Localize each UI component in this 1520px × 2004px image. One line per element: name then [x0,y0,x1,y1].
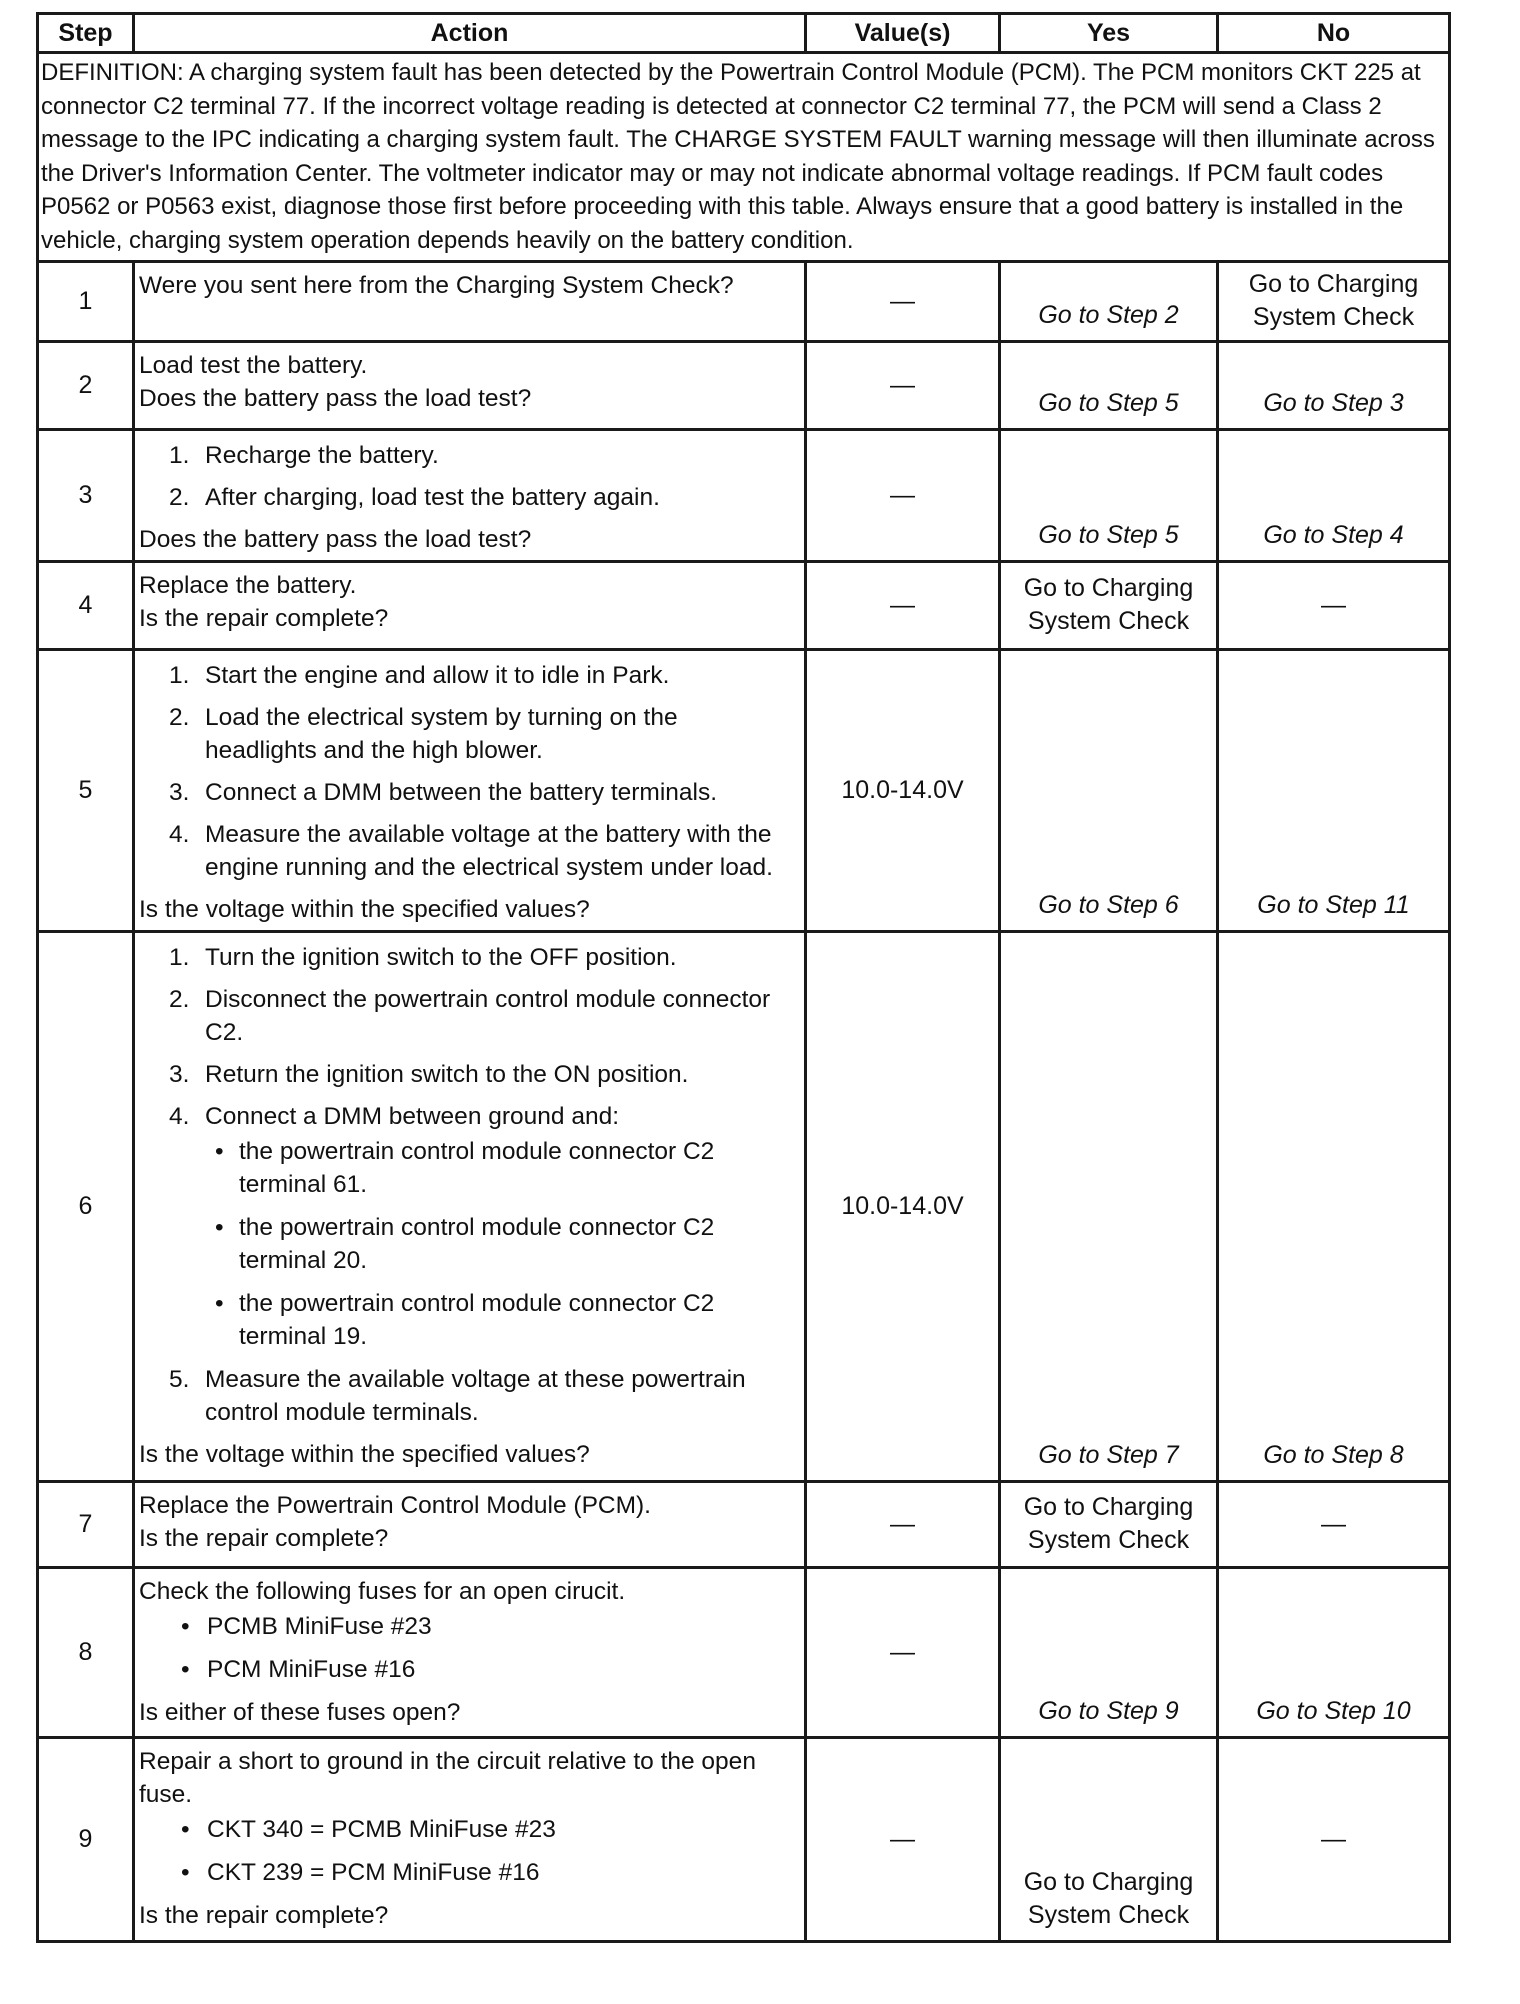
list-item-text: After charging, load test the battery again. [205,483,660,511]
definition-row [38,53,1450,262]
table-row [38,1737,1450,1941]
list-item: 2. After charging, load test the battery again. [169,483,660,511]
no-cell: — [1218,561,1450,649]
sub-list [205,1135,796,1353]
list-item: 4. Connect a DMM between ground and: • the powertrain control module connector C2 terminal 61. • the powertrain control module connector C2 terminal 20. • the powertrain control module connector C2 terminal 19. [139,1100,796,1353]
sub-list-item: • the powertrain control module connector C2 terminal 19. [205,1287,796,1353]
value-cell: 10.0-14.0V [806,649,1000,931]
table-row [38,429,1450,561]
action-list [139,659,796,884]
list-item: 2. Disconnect the powertrain control module connector C2. [169,985,771,1046]
list-item: • CKT 239 = PCM MiniFuse #16 [139,1856,796,1889]
table-row [38,931,1450,1481]
action-cell [134,1481,806,1567]
step-number: 8 [38,1567,134,1737]
list-item: 1. Recharge the battery. [169,441,439,469]
action-question: Is the repair complete? [139,604,389,632]
list-item-text: Load the electrical system by turning on the headlights and the high blower. [205,703,678,764]
sub-list-item: • the powertrain control module connector C2 terminal 61. [205,1135,796,1201]
step-number: 9 [38,1737,134,1941]
step-number: 4 [38,561,134,649]
definition-text: DEFINITION: A charging system fault has been detected by the Powertrain Control Module (PCM). The PCM monitors CKT 225 at connector C2 terminal 77. If the incorrect voltage reading is detected at connector C2 terminal 77, the PCM will send a Class 2 message to the IPC indicating a charging system fault. The CHARGE SYSTEM FAULT warning message will then illuminate across the Driver's Information Center. The voltmeter indicator may or may not indicate abnormal voltage readings. If PCM fault codes P0562 or P0563 exist, diagnose those first before proceeding with this table. Always ensure that a good battery is installed in the vehicle, charging system operation depends heavily on the battery condition. [38,53,1450,262]
fuse-list [139,1610,796,1686]
action-question: Does the battery pass the load test? [139,525,532,553]
value-cell: 10.0-14.0V [806,931,1000,1481]
circuit-list [139,1813,796,1889]
action-question: Is the repair complete? [139,1524,389,1552]
table-row [38,561,1450,649]
yes-cell: Go to Step 7 [1000,931,1218,1481]
value-cell: — [806,1567,1000,1737]
no-cell: Go to Step 11 [1218,649,1450,931]
list-item: • CKT 340 = PCMB MiniFuse #23 [139,1813,796,1846]
step-number: 3 [38,429,134,561]
action-list [139,439,796,514]
list-item: 1. Start the engine and allow it to idle in Park. [169,661,670,689]
header-step: Step [38,14,134,53]
action-question: Is either of these fuses open? [139,1698,461,1726]
step-number: 6 [38,931,134,1481]
header-action: Action [134,14,806,53]
list-item: 5. Measure the available voltage at these powertrain control module terminals. [169,1365,746,1426]
step-number: 1 [38,261,134,341]
value-cell: — [806,1737,1000,1941]
action-intro: Replace the battery. [139,571,357,599]
yes-cell: Go to Step 5 [1000,341,1218,429]
table-row [38,261,1450,341]
action-question: Is the voltage within the specified values? [139,895,590,923]
list-item-text: Turn the ignition switch to the OFF position. [205,943,677,971]
header-values: Value(s) [806,14,1000,53]
yes-cell: Go to Step 6 [1000,649,1218,931]
yes-cell: Go to Charging System Check [1000,1737,1218,1941]
list-item-text: Recharge the battery. [205,441,439,469]
list-item: 3. Return the ignition switch to the ON position. [169,1060,689,1088]
action-intro: Repair a short to ground in the circuit relative to the open fuse. [139,1747,756,1808]
yes-cell: Go to Charging System Check [1000,1481,1218,1567]
no-cell: Go to Step 8 [1218,931,1450,1481]
diagnostic-table [36,12,1451,1943]
step-number: 7 [38,1481,134,1567]
step-number: 5 [38,649,134,931]
yes-cell: Go to Charging System Check [1000,561,1218,649]
no-cell: — [1218,1737,1450,1941]
list-item: 3. Connect a DMM between the battery terminals. [169,778,718,806]
table-row [38,1481,1450,1567]
action-cell [134,561,806,649]
action-question: Is the repair complete? [139,1901,389,1929]
list-item-text: Return the ignition switch to the ON position. [205,1060,689,1088]
action-question: Does the battery pass the load test? [139,384,532,412]
action-question: Is the voltage within the specified values? [139,1440,590,1468]
value-cell: — [806,429,1000,561]
no-cell: — [1218,1481,1450,1567]
yes-cell: Go to Step 2 [1000,261,1218,341]
list-item: 1. Turn the ignition switch to the OFF position. [169,943,677,971]
table-row [38,341,1450,429]
no-cell: Go to Step 3 [1218,341,1450,429]
list-item: 4. Measure the available voltage at the battery with the engine running and the electrical system under load. [169,820,773,881]
value-cell: — [806,341,1000,429]
action-cell [134,341,806,429]
value-cell: — [806,261,1000,341]
yes-cell: Go to Step 5 [1000,429,1218,561]
action-cell [134,261,806,341]
action-cell [134,429,806,561]
action-intro: Check the following fuses for an open cirucit. [139,1577,626,1605]
header-yes: Yes [1000,14,1218,53]
action-intro: Load test the battery. [139,351,368,379]
action-cell [134,1737,806,1941]
table-row [38,1567,1450,1737]
list-item-text: Start the engine and allow it to idle in Park. [205,661,670,689]
list-item: • PCM MiniFuse #16 [139,1653,796,1686]
value-cell: — [806,561,1000,649]
header-row [38,14,1450,53]
action-cell [134,931,806,1481]
diagnostic-table-page [36,12,1448,1943]
list-item-text: Measure the available voltage at these powertrain control module terminals. [205,1365,746,1426]
no-cell: Go to Step 4 [1218,429,1450,561]
list-item-text: Connect a DMM between the battery terminals. [205,778,718,806]
no-cell: Go to Step 10 [1218,1567,1450,1737]
sub-list-item: • the powertrain control module connector C2 terminal 20. [205,1211,796,1277]
action-cell [134,649,806,931]
action-cell [134,1567,806,1737]
yes-cell: Go to Step 9 [1000,1567,1218,1737]
header-no: No [1218,14,1450,53]
list-item-text: Connect a DMM between ground and: [205,1102,620,1130]
list-item: • PCMB MiniFuse #23 [139,1610,796,1643]
action-question: Were you sent here from the Charging System Check? [139,271,734,299]
action-list [139,941,796,1429]
table-row [38,649,1450,931]
step-number: 2 [38,341,134,429]
list-item-text: Measure the available voltage at the battery with the engine running and the electrical system under load. [205,820,773,881]
list-item: 2. Load the electrical system by turning on the headlights and the high blower. [169,703,678,764]
no-cell: Go to Charging System Check [1218,261,1450,341]
value-cell: — [806,1481,1000,1567]
action-intro: Replace the Powertrain Control Module (PCM). [139,1491,651,1519]
list-item-text: Disconnect the powertrain control module connector C2. [205,985,771,1046]
